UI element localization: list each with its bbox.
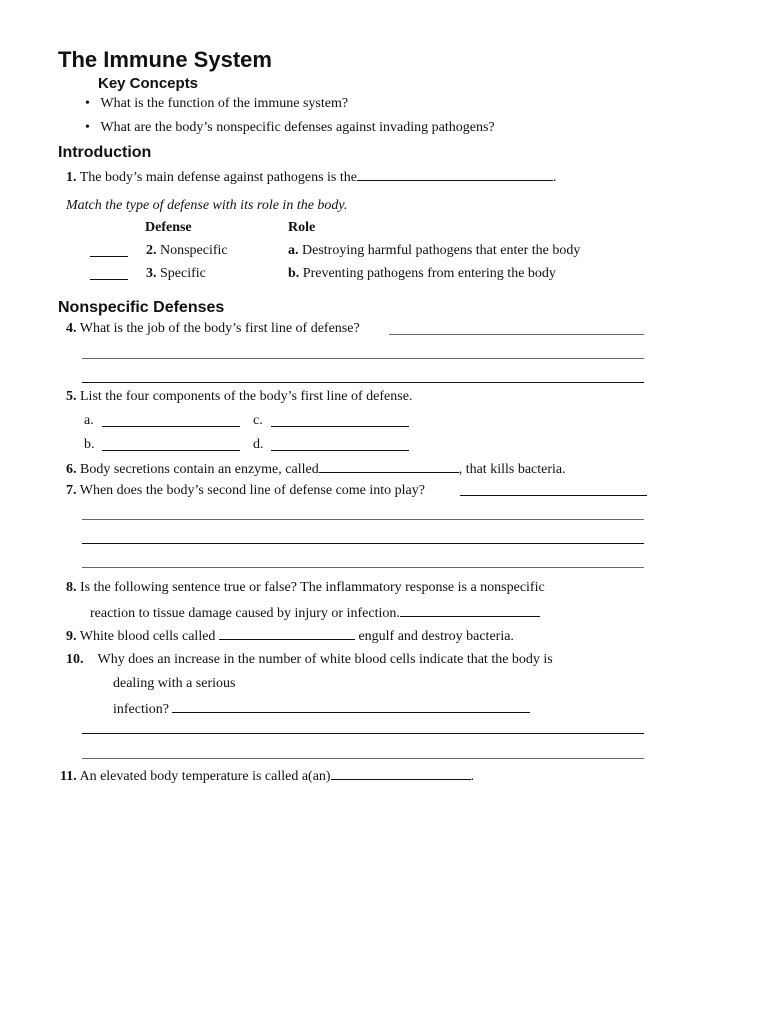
question-text: dealing with a serious (113, 676, 236, 691)
answer-line[interactable] (82, 733, 644, 734)
question-9 (66, 626, 514, 645)
answer-blank[interactable] (331, 766, 471, 780)
question-number: 3. (146, 266, 157, 281)
answer-line[interactable] (102, 426, 240, 427)
question-5 (66, 389, 412, 405)
column-header-defense: Defense (145, 220, 192, 235)
match-role (288, 243, 580, 259)
component-d (253, 437, 264, 453)
question-text: When does the body’s second line of defense come into play? (79, 483, 425, 498)
item-letter: a. (84, 413, 94, 428)
question-number: 2. (146, 243, 157, 258)
match-row (90, 243, 128, 262)
question-text: An elevated body temperature is called a(an) (79, 769, 331, 784)
question-8-continued (90, 603, 540, 622)
question-text: reaction to tissue damage caused by injury or infection. (90, 606, 400, 621)
question-text: Is the following sentence true or false? The inflammatory response is a nonspecific (80, 580, 545, 595)
answer-line[interactable] (271, 450, 409, 451)
answer-line[interactable] (82, 758, 644, 759)
page-title: The Immune System (58, 47, 272, 72)
question-number: 6. (66, 462, 77, 477)
match-answer-blank[interactable] (90, 266, 128, 280)
question-text: The body’s main defense against pathogens is the (79, 170, 357, 185)
answer-line[interactable] (389, 334, 644, 335)
question-number: 10. (66, 652, 84, 667)
key-concept-text: What are the body’s nonspecific defenses against invading pathogens? (100, 120, 495, 135)
defense-label: Nonspecific (160, 243, 228, 258)
match-instruction: Match the type of defense with its role in the body. (66, 198, 348, 213)
role-letter: b. (288, 266, 300, 281)
section-heading-introduction: Introduction (58, 144, 152, 161)
key-concept-bullet: • What is the function of the immune system? (85, 96, 349, 111)
question-7 (66, 483, 425, 499)
question-8 (66, 580, 545, 596)
role-letter: a. (288, 243, 299, 258)
key-concepts-heading: Key Concepts (98, 75, 199, 92)
answer-line[interactable] (460, 495, 647, 496)
answer-blank[interactable] (219, 626, 355, 640)
answer-line[interactable] (82, 567, 644, 568)
match-answer-blank[interactable] (90, 243, 128, 257)
question-10-continued (113, 699, 530, 718)
question-text: What is the job of the body’s first line of defense? (79, 321, 360, 336)
question-11 (60, 766, 474, 785)
item-letter: c. (253, 413, 263, 428)
answer-blank[interactable] (400, 603, 540, 617)
match-defense (146, 243, 228, 259)
question-number: 5. (66, 389, 77, 404)
punctuation: . (552, 170, 557, 185)
question-10 (66, 652, 553, 668)
answer-blank[interactable] (172, 699, 530, 713)
item-letter: b. (84, 437, 95, 452)
component-b (84, 437, 95, 453)
match-defense (146, 266, 206, 282)
answer-line[interactable] (82, 382, 644, 383)
question-10-continued (113, 676, 235, 692)
answer-line[interactable] (271, 426, 409, 427)
question-number: 7. (66, 483, 77, 498)
question-4 (66, 321, 360, 337)
key-concept-bullet: • What are the body’s nonspecific defenses against invading pathogens? (85, 120, 495, 135)
match-row (90, 266, 128, 285)
question-text: White blood cells called (79, 629, 216, 644)
punctuation: . (470, 769, 475, 784)
answer-blank[interactable] (319, 459, 459, 473)
question-text-end: engulf and destroy bacteria. (358, 629, 514, 644)
question-number: 1. (66, 170, 77, 185)
question-text: List the four components of the body’s first line of defense. (80, 389, 413, 404)
question-6 (66, 459, 566, 478)
question-text-end: , that kills bacteria. (458, 462, 566, 477)
role-text: Destroying harmful pathogens that enter the body (302, 243, 581, 258)
question-number: 11. (60, 769, 77, 784)
question-text: infection? (113, 702, 169, 717)
question-text: Body secretions contain an enzyme, called (80, 462, 319, 477)
answer-line[interactable] (82, 358, 644, 359)
question-number: 8. (66, 580, 77, 595)
defense-label: Specific (160, 266, 206, 281)
role-text: Preventing pathogens from entering the body (302, 266, 556, 281)
component-a (84, 413, 94, 429)
question-number: 9. (66, 629, 77, 644)
column-header-role: Role (288, 220, 316, 235)
answer-line[interactable] (82, 519, 644, 520)
question-1 (66, 167, 556, 186)
answer-line[interactable] (82, 543, 644, 544)
component-c (253, 413, 263, 429)
answer-blank[interactable] (357, 167, 553, 181)
key-concept-text: What is the function of the immune system? (100, 96, 349, 111)
item-letter: d. (253, 437, 264, 452)
match-role (288, 266, 556, 282)
section-heading-nonspecific: Nonspecific Defenses (58, 299, 225, 316)
question-text: Why does an increase in the number of white blood cells indicate that the body is (97, 652, 553, 667)
question-number: 4. (66, 321, 77, 336)
answer-line[interactable] (102, 450, 240, 451)
